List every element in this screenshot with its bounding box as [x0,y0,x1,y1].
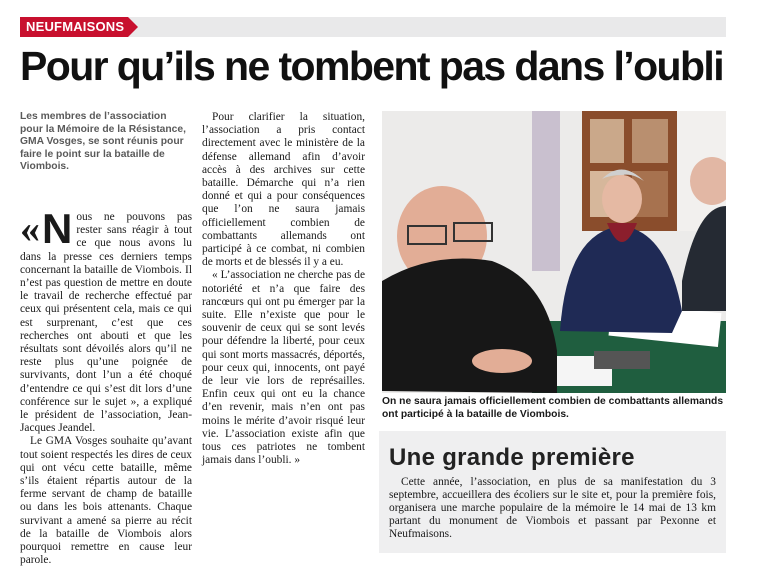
box-text: Cette année, l’association, en plus de sa manifestation du 3 septembre, accueillera des écoliers sur le site et, pour la première fois, organisera une marche populaire de la mémoire le 14 mai de 13 km partant du monument de Viombois et passant par Pexonne et Neufmaisons. [389,476,716,540]
opening-quote-mark: « [20,206,40,251]
article-column-1 [20,205,192,567]
sidebar-box [379,431,726,553]
paragraph-1 [20,205,192,435]
meeting-photo-illustration [382,111,726,393]
section-tag: NEUFMAISONS [20,17,128,37]
paragraph-2: Le GMA Vosges souhaite qu’avant tout soient respectés les dires de ceux qui ont vécu cette bataille, même s’ils étaient répartis autour de la ferme servant de champ de bataille ou dans les bois attenants. Chaque survivant a amené sa pierre au récit de la bataille de Viombois alors pourquoi remettre en cause leur parole. [20,435,192,567]
headline: Pour qu’ils ne tombent pas dans l’oubli [20,43,723,89]
lead-paragraph: Les membres de l’association pour la Mémoire de la Résistance, GMA Vosges, se sont réunis pour faire le point sur la bataille de Viombois. [20,111,186,172]
box-title: Une grande première [389,444,635,471]
paragraph-4: « L’association ne cherche pas de notoriété et n’a que faire des rancœurs qui ont pu émerger par la suite. Elle n’existe que pour le souvenir de ceux qui se sont levés pour défendre la liberté, pour ceux qui sont morts massacrés, déportés, pour ceux qui, innocents, ont payé de leur vie lors de représailles. Enfin ceux qui ont eu la chance d’en revenir, mais n’en ont pas moins le mérite d’avoir risqué leur vie. L’association existe afin que tous ces patriotes ne tombent jamais dans l’oubli. » [202,269,365,467]
article-column-2 [202,111,365,467]
paragraph-3: Pour clarifier la situation, l’association a pris contact directement avec le ministère de la défense allemand afin d’avoir accès à des archives sur cette bataille. Démarche qui n’a rien donné et qui a pour conséquences que l’on ne saura jamais officiellement combien de combattants allemands ont participé à ce combat, ni combien de morts et de blessés il y a eu. [202,111,365,269]
meeting-photo [382,111,726,393]
photo-caption: On ne saura jamais officiellement combien de combattants allemands ont participé à la bataille de Viombois. [382,396,724,420]
paragraph-1-text: ous ne pouvons pas rester sans réagir à tout ce que nous avons lu dans la presse ces derniers temps concernant la bataille de Viombois. Il n’est pas question de mettre en doute le travail de recherche effectué par ceux qui présentent cela, mais ce qui est surprenant, c’est que ces recherches ont abouti et que les résultats sont dévoilés alors qu’il ne reste plus qu’une poignée de survivants, dont l’un a été choqué d’entendre ce qui s’est dit lors d’une conférence sur le sujet », a expliqué le président de l’association, Jean-Jacques Jeandel. [20,211,192,435]
dropcap: N [42,205,73,252]
